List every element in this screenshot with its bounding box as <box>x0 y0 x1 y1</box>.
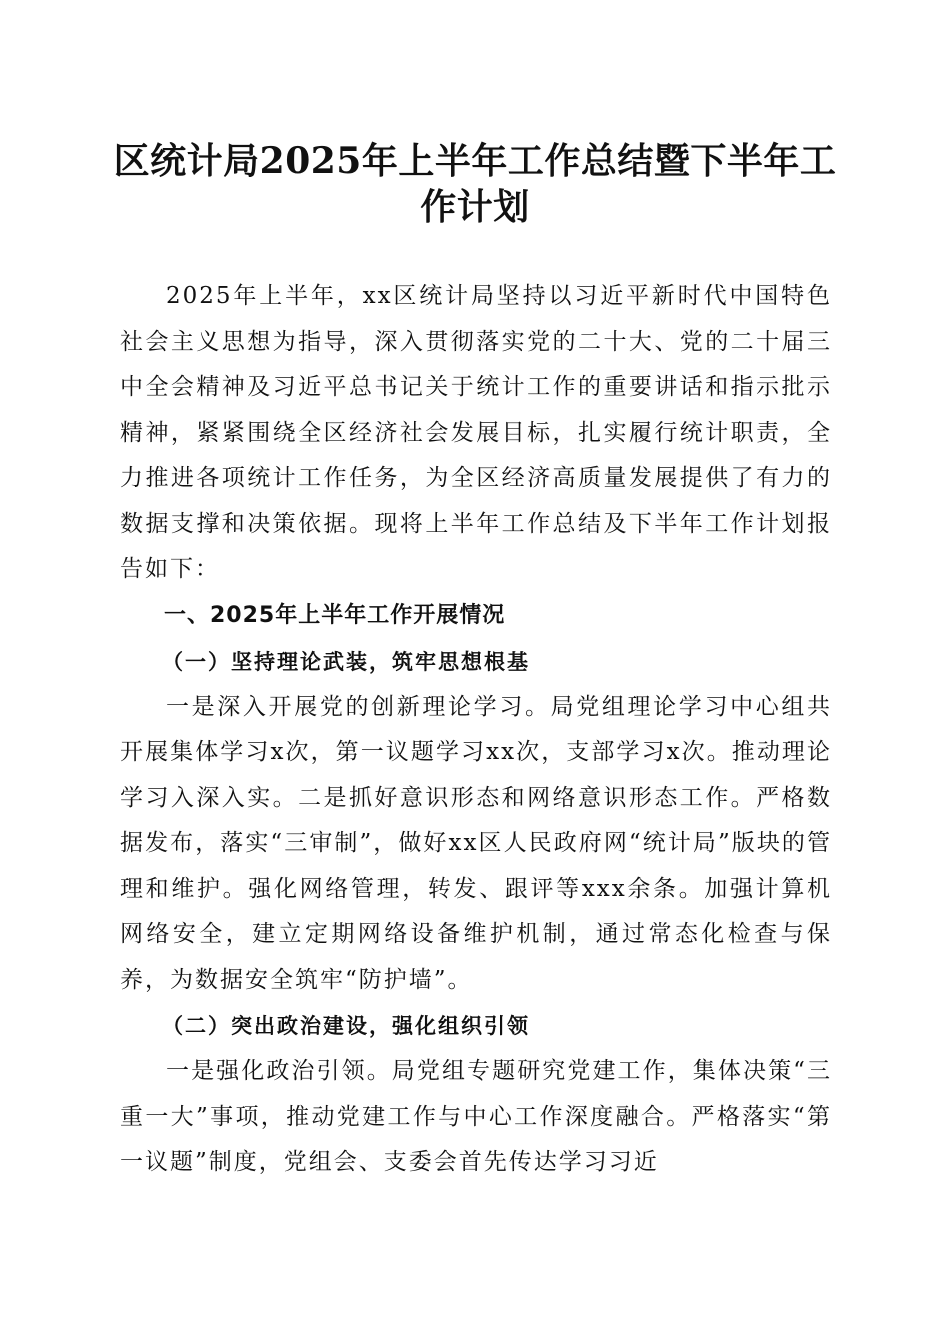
subsection-2-body: 一是强化政治引领。局党组专题研究党建工作，集体决策“三重一大”事项，推动党建工作与中心工作深度融合。严格落实“第一议题”制度，党组会、支委会首先传达学习习近 <box>120 1058 832 1175</box>
section-heading-1: 一、2025年上半年工作开展情况 <box>164 602 506 628</box>
subsection-heading-2: （二）突出政治建设，强化组织引领 <box>162 1013 530 1038</box>
subsection-1-body: 一是深入开展党的创新理论学习。局党组理论学习中心组共开展集体学习x次，第一议题学习xx次，支部学习x次。推动理论学习入深入实。二是抓好意识形态和网络意识形态工作。严格数据发布，落实“三审制”，做好xx区人民政府网“统计局”版块的管理和维护。强化网络管理，转发、跟评等xxx余条。加强计算机网络安全，建立定期网络设备维护机制，通过常态化检查与保养，为数据安全筑牢“防护墙”。 <box>120 693 832 993</box>
document-title: 区统计局2025年上半年工作总结暨下半年工作计划 <box>113 140 837 228</box>
subsection-heading-1: （一）坚持理论武装，筑牢思想根基 <box>162 648 530 674</box>
document-body <box>120 274 832 1186</box>
intro-paragraph: 2025年上半年，xx区统计局坚持以习近平新时代中国特色社会主义思想为指导，深入贯彻落实党的二十大、党的二十届三中全会精神及习近平总书记关于统计工作的重要讲话和指示批示精神，紧紧围绕全区经济社会发展目标，扎实履行统计职责，全力推进各项统计工作任务，为全区经济高质量发展提供了有力的数据支撑和决策依据。现将上半年工作总结及下半年工作计划报告如下： <box>120 283 832 582</box>
